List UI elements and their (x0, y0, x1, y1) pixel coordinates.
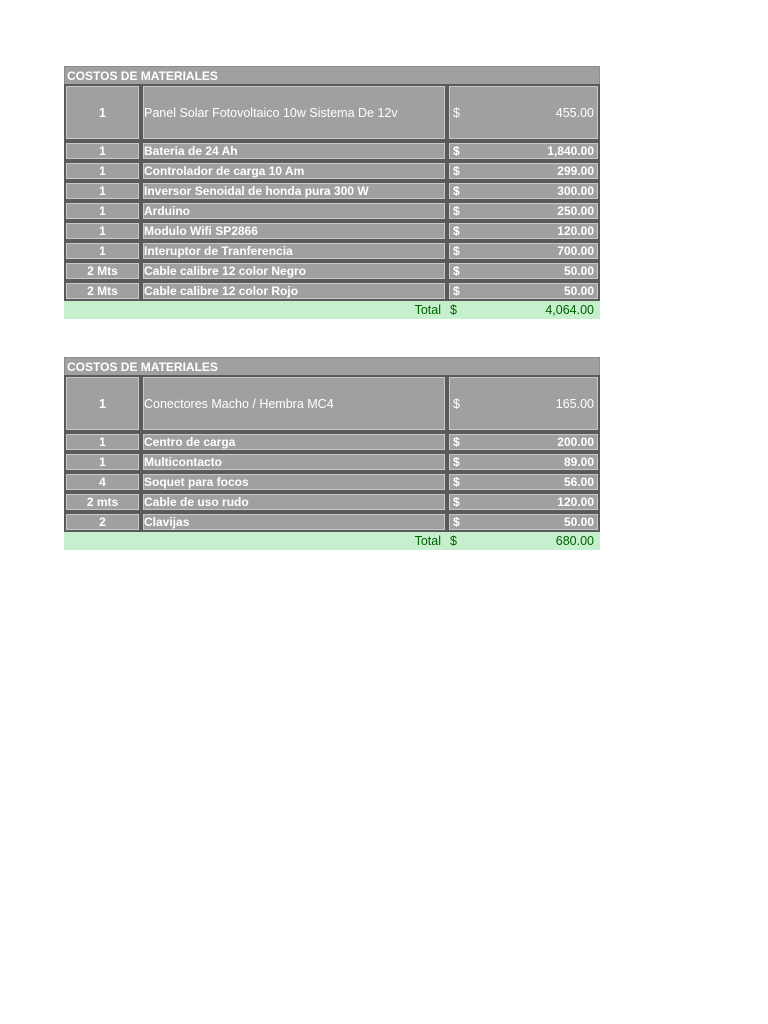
qty-cell[interactable]: 1 (64, 181, 141, 201)
currency-symbol: $ (453, 105, 460, 120)
materials-table-2 (64, 357, 600, 550)
price-cell[interactable] (447, 141, 600, 161)
currency-symbol: $ (453, 396, 460, 411)
total-amount: 4,064.00 (545, 303, 594, 317)
qty-cell[interactable]: 4 (64, 472, 141, 492)
currency-symbol: $ (453, 455, 460, 469)
price-amount: 120.00 (557, 495, 594, 509)
desc-cell[interactable]: Cable calibre 12 color Negro (141, 261, 447, 281)
price-amount: 56.00 (563, 475, 594, 489)
price-cell[interactable] (447, 261, 600, 281)
qty-cell[interactable]: 2 Mts (64, 281, 141, 301)
total-row (64, 301, 600, 319)
price-amount: 455.00 (555, 105, 594, 120)
desc-cell[interactable]: Clavijas (141, 512, 447, 532)
table-title: COSTOS DE MATERIALES (64, 66, 600, 84)
price-amount: 250.00 (557, 204, 594, 218)
qty-cell[interactable]: 1 (64, 161, 141, 181)
price-cell[interactable] (447, 375, 600, 432)
desc-cell[interactable]: Multicontacto (141, 452, 447, 472)
currency-symbol: $ (453, 204, 460, 218)
desc-cell[interactable]: Bateria de 24 Ah (141, 141, 447, 161)
table-title: COSTOS DE MATERIALES (64, 357, 600, 375)
currency-symbol: $ (453, 164, 460, 178)
desc-cell[interactable]: Cable calibre 12 color Rojo (141, 281, 447, 301)
desc-cell[interactable]: Centro de carga (141, 432, 447, 452)
table-row (64, 261, 600, 281)
price-amount: 120.00 (557, 224, 594, 238)
price-cell[interactable] (447, 84, 600, 141)
qty-cell[interactable]: 1 (64, 141, 141, 161)
total-amount: 680.00 (555, 534, 594, 548)
price-cell[interactable] (447, 281, 600, 301)
price-cell[interactable] (447, 181, 600, 201)
materials-table-1 (64, 66, 600, 319)
price-amount: 200.00 (557, 435, 594, 449)
total-label: Total (414, 534, 441, 548)
table-row (64, 375, 600, 432)
currency-symbol: $ (453, 475, 460, 489)
currency-symbol: $ (453, 144, 460, 158)
currency-symbol: $ (450, 534, 457, 548)
price-cell[interactable] (447, 472, 600, 492)
price-cell[interactable] (447, 241, 600, 261)
currency-symbol: $ (453, 184, 460, 198)
qty-cell[interactable]: 1 (64, 221, 141, 241)
table-row (64, 201, 600, 221)
price-amount: 299.00 (557, 164, 594, 178)
total-value[interactable] (447, 303, 600, 317)
desc-cell[interactable]: Arduino (141, 201, 447, 221)
table-row (64, 492, 600, 512)
price-amount: 300.00 (557, 184, 594, 198)
table-row (64, 512, 600, 532)
qty-cell[interactable]: 2 mts (64, 492, 141, 512)
price-cell[interactable] (447, 201, 600, 221)
table-row (64, 472, 600, 492)
price-cell[interactable] (447, 492, 600, 512)
desc-cell[interactable]: Conectores Macho / Hembra MC4 (141, 375, 447, 432)
qty-cell[interactable]: 2 (64, 512, 141, 532)
price-cell[interactable] (447, 512, 600, 532)
price-amount: 1,840.00 (547, 144, 594, 158)
total-value[interactable] (447, 534, 600, 548)
currency-symbol: $ (453, 284, 460, 298)
currency-symbol: $ (453, 244, 460, 258)
price-amount: 50.00 (563, 284, 594, 298)
qty-cell[interactable]: 1 (64, 201, 141, 221)
qty-cell[interactable]: 1 (64, 432, 141, 452)
currency-symbol: $ (450, 303, 457, 317)
table-row (64, 221, 600, 241)
price-amount: 50.00 (563, 264, 594, 278)
desc-cell[interactable]: Interuptor de Tranferencia (141, 241, 447, 261)
price-amount: 700.00 (557, 244, 594, 258)
qty-cell[interactable]: 2 Mts (64, 261, 141, 281)
price-cell[interactable] (447, 452, 600, 472)
qty-cell[interactable]: 1 (64, 452, 141, 472)
table-row (64, 432, 600, 452)
price-amount: 50.00 (563, 515, 594, 529)
price-cell[interactable] (447, 432, 600, 452)
price-amount: 89.00 (563, 455, 594, 469)
table-row (64, 141, 600, 161)
desc-cell[interactable]: Inversor Senoidal de honda pura 300 W (141, 181, 447, 201)
desc-cell[interactable]: Soquet para focos (141, 472, 447, 492)
desc-cell[interactable]: Controlador de carga 10 Am (141, 161, 447, 181)
qty-cell[interactable]: 1 (64, 241, 141, 261)
desc-cell[interactable]: Panel Solar Fotovoltaico 10w Sistema De 12v (141, 84, 447, 141)
table-row (64, 281, 600, 301)
total-row (64, 532, 600, 550)
currency-symbol: $ (453, 515, 460, 529)
price-cell[interactable] (447, 221, 600, 241)
qty-cell[interactable]: 1 (64, 375, 141, 432)
desc-cell[interactable]: Cable de uso rudo (141, 492, 447, 512)
table-row (64, 84, 600, 141)
currency-symbol: $ (453, 264, 460, 278)
table-row (64, 181, 600, 201)
currency-symbol: $ (453, 224, 460, 238)
qty-cell[interactable]: 1 (64, 84, 141, 141)
currency-symbol: $ (453, 435, 460, 449)
table-row (64, 161, 600, 181)
total-label: Total (414, 303, 441, 317)
currency-symbol: $ (453, 495, 460, 509)
price-amount: 165.00 (555, 396, 594, 411)
table-row (64, 452, 600, 472)
table-row (64, 241, 600, 261)
price-cell[interactable] (447, 161, 600, 181)
desc-cell[interactable]: Modulo Wifi SP2866 (141, 221, 447, 241)
